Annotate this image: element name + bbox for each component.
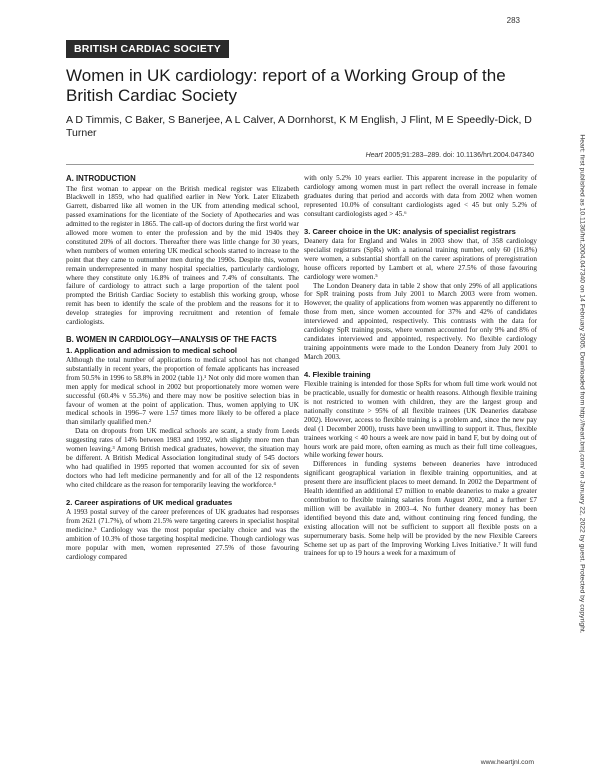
download-notice-text: Heart: first published as 10.1136/hrt.2004.047340 on 14 February 2005. Downloaded from http://heart.bmj.com/ on January 22, 2022 by guest. Protected by copyright.: [578, 134, 586, 634]
subsection-3-paragraph-2: The London Deanery data in table 2 show that only 29% of all applications for SpR training posts from July 2001 to March 2003 were from women. However, the quality of applications from women was apparently no different to those from men, since women accounted for 37% and 42% of candidates interviewed and appointed, respectively. This contrasts with the data for cardiology SpR training posts, where women accounted for only 9% and 8% of candidates interviewed and appointed, respectively. No flexible cardiology training appointments were made to the London Deanery from July 2001 to March 2003.: [304, 281, 537, 361]
left-column: [66, 174, 299, 562]
download-notice-sidebar: [572, 0, 592, 776]
article-title: Women in UK cardiology: report of a Working Group of the British Cardiac Society: [66, 66, 506, 105]
continued-paragraph: with only 5.2% 10 years earlier. This apparent increase in the popularity of cardiology among women must in part reflect the overall increase in female graduates during that period and accords with data from 2002 when women represented 10.0% of consultant cardiologists aged < 45 but only 5.2% of consultant cardiologists aged > 45.⁶: [304, 174, 537, 218]
author-list: A D Timmis, C Baker, S Banerjee, A L Calver, A Dornhorst, K M English, J Flint, M E Speedly-Dick, D Turner: [66, 114, 532, 139]
subsection-2-paragraph-1: A 1993 postal survey of the career preferences of UK graduates had responses from 2621 (71.7%), of whom 21.5% were targeting careers in specialist hospital medicine.⁵ Cardiology was the most popular specialty choice and was the ambition of 10.3% of those targeting hospital medicine. Though cardiology was more popular with men, women represented 27.5% of those favouring cardiology compared: [66, 508, 299, 561]
subsection-1-heading: 1. Application and admission to medical school: [66, 345, 238, 355]
section-b-heading: B. WOMEN IN CARDIOLOGY—ANALYSIS OF THE FACTS: [66, 335, 277, 344]
section-banner: BRITISH CARDIAC SOCIETY: [66, 40, 229, 58]
subsection-4-heading: 4. Flexible training: [304, 369, 371, 379]
subsection-1-paragraph-1: Although the total number of applications to medical school has not changed substantially in recent years, the proportion of female applicants has increased from 50.5% in 1996 to 58.8% in 2002 (table 1).¹ Not only did more women than men apply for medical school in 2002 but proportionately more women were successful (60.4% v 55.3%) and there may now be positive selection bias in favour of women at the point of application. Thus, women applying to UK medical schools in 1996–7 were 1.57 times more likely to be offered a place than similarly qualified men.²: [66, 356, 299, 427]
subsection-3-heading: 3. Career choice in the UK: analysis of specialist registrars: [304, 226, 516, 236]
subsection-4-paragraph-1: Flexible training is intended for those SpRs for whom full time work would not be practicable, usually for domestic or health reasons. Although flexible training is not restricted to women with children, they are the largest group and nationally constitute > 95% of all flexible trainees (UK Deaneries database 2002). However, access to flexible training is a problem and, since the new pay deal (1 December 2000), trusts have been unwilling to support it. Thus, flexible trainees working < 40 hours a week are now paid in band F, but by doing out of hours work are paid more, often earning as much as their full time colleagues, while working fewer hours.: [304, 380, 537, 460]
journal-name: Heart: [365, 152, 383, 159]
header-rule: [66, 164, 534, 165]
citation-line: [366, 152, 534, 159]
page-number: 283: [506, 16, 520, 25]
subsection-3-paragraph-1: Deanery data for England and Wales in 2003 show that, of 358 cardiology specialist registrars (SpRs) with a national training number, only 60 (16.8%) were women, a substantial shortfall on the career aspirations of preregistration house officers reported by Lambert et al, where 27.5% of those favouring cardiology were women.⁵: [304, 237, 537, 281]
citation-details: 2005;91:283–289. doi: 10.1136/hrt.2004.047340: [382, 152, 534, 159]
journal-url[interactable]: www.heartjnl.com: [480, 759, 534, 766]
right-column: [304, 174, 537, 558]
introduction-paragraph: The first woman to appear on the British medical register was Elizabeth Blackwell in 1859, who had qualified earlier in New York. Later Elizabeth Garrett, disbarred like all women in the UK from attending medical school, passed examinations for the licentiate of the Society of Apothecaries and was admitted to the register in 1865. The call-up of doctors during the first world war allowed more women to enter the profession and by the mid 1940s they constituted 20% of all doctors. Thereafter there was little change for 30 years, when numbers of women entering UK medical schools started to increase to the point that they came to outnumber men during the 1990s. Despite this, women remain underrepresented in many hospital specialties, particularly cardiology, where they constitute only 16.8% of trainees and 7.4% of consultants. The failure of cardiology to attract such a large proportion of the talent pool prompted the British Cardiac Society to establish this working group, whose remit has been to identify the scale of the problem and the reasons for it to develop strategies for improving recruitment and retention of female cardiologists.: [66, 184, 299, 327]
introduction-heading: A. INTRODUCTION: [66, 174, 136, 183]
subsection-2-heading: 2. Career aspirations of UK medical graduates: [66, 497, 233, 507]
subsection-1-paragraph-2: Data on dropouts from UK medical schools are scant, a study from Leeds suggesting rates of 14% between 1983 and 1992, with slightly more men than women leaving.³ Among British medical graduates, however, the situation may be different. A British Medical Association longitudinal study of 545 doctors who had qualified in 1995 reported that women accounted for six of seven doctors who had left medicine permanently and for all of the 12 respondents who cited childcare as the reason for temporarily leaving the workforce.⁴: [66, 427, 299, 489]
subsection-4-paragraph-2: Differences in funding systems between deaneries have introduced significant geographical variation in flexible training opportunities, and at present there are insufficient places to meet demand. In 2002 the Department of Health identified an additional £7 million to enable deaneries to make a greater contribution to flexible training salaries from August 2002, and a further £7 million will be available in 2003–4. No further deanery money has been identified beyond this date and, without continuing ring fenced funding, the existing allocation will not be sufficient to support all flexible posts on a supernumerary basis. Some help will be provided by the new Flexible Careers Scheme set up as part of the Improving Working Lives Initiative.⁷ It will fund trainees for up to 19 hours a week for a maximum of: [304, 460, 537, 558]
